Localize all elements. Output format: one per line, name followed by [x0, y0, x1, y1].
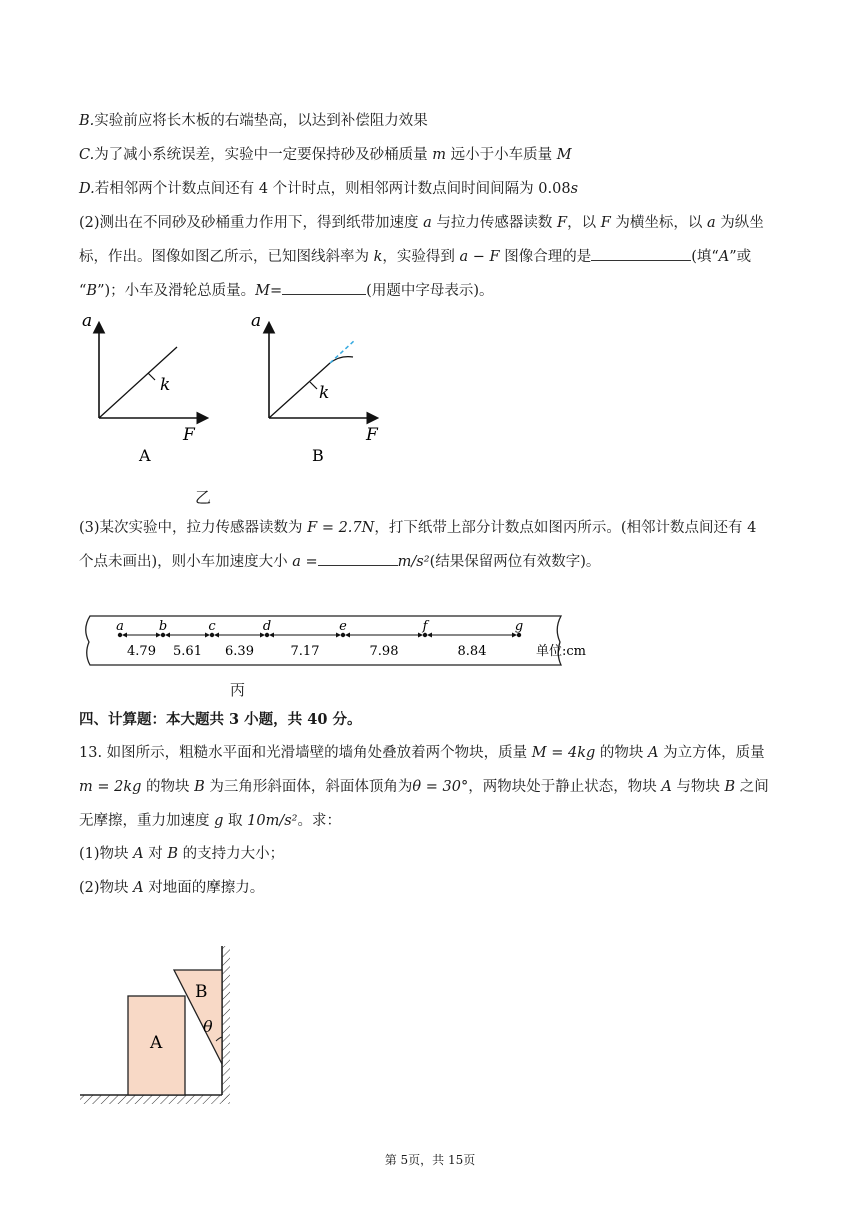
var-M: M — [556, 147, 572, 163]
graph-b — [251, 311, 379, 465]
graph-a-slope-label: k — [160, 375, 171, 395]
var-F: F — [557, 215, 568, 231]
tape-point-label: g — [514, 619, 524, 634]
text: (用题中字母表示)。 — [366, 283, 494, 299]
var-F: F — [600, 215, 611, 231]
option-c-label: C. — [79, 147, 95, 163]
graphs-caption: 乙 — [195, 488, 212, 507]
var-B: B — [194, 779, 205, 795]
text: (填“ — [691, 249, 719, 265]
text: ”)；小车及滑轮总质量。 — [97, 283, 256, 299]
text: ”或 — [729, 249, 752, 265]
tape-point-label: d — [262, 619, 272, 634]
answer-blank-accel[interactable] — [318, 551, 398, 566]
part2-line3 — [79, 280, 493, 301]
tape-point-label: a — [116, 619, 124, 634]
tape-distance-label: 4.79 — [127, 644, 156, 659]
var-k: k — [373, 249, 383, 265]
text: (2)物块 — [79, 880, 134, 896]
opt-A: A — [718, 249, 730, 265]
part2-line1 — [79, 213, 764, 233]
graph-b-dashed-extension — [330, 340, 355, 363]
text: 对地面的摩擦力。 — [143, 880, 265, 896]
part3-line1 — [79, 518, 756, 538]
text: 个点未画出)，则小车加速度大小 — [79, 554, 293, 570]
text: 为纵坐 — [715, 215, 764, 231]
text: 无摩擦，重力加速度 — [79, 813, 215, 829]
text: 与拉力传感器读数 — [431, 215, 558, 231]
var-a: a — [706, 215, 716, 231]
text: (2)测出在不同砂及砂桶重力作用下，得到纸带加速度 — [79, 215, 424, 231]
tape-point-label: e — [339, 619, 347, 634]
expr-g: 10m/s² — [247, 813, 298, 829]
tape-distance-label: 7.17 — [290, 644, 320, 659]
q13-line3 — [79, 811, 341, 831]
var-A: A — [648, 745, 659, 761]
graph-a-y-label: a — [82, 311, 93, 331]
graph-b-slope-tick — [310, 382, 317, 389]
expr-F: F = 2.7N — [307, 520, 375, 536]
text: (结果保留两位有效数字)。 — [429, 554, 601, 570]
var-B: B — [724, 779, 736, 795]
graph-a-slope-tick — [148, 373, 155, 380]
graph-a-caption: A — [139, 446, 151, 465]
text: ，以 — [567, 215, 601, 231]
graph-a — [82, 311, 206, 465]
option-d — [79, 179, 578, 199]
graph-a-x-label: F — [183, 425, 195, 445]
text: (1)物块 — [79, 846, 134, 862]
text: 的物块 — [141, 779, 195, 795]
paper-tape-figure — [78, 608, 586, 670]
tape-distance-label: 6.39 — [225, 644, 254, 659]
text: 对 — [143, 846, 168, 862]
option-d-label: D. — [79, 181, 95, 197]
tape-distance-label: 5.61 — [173, 644, 202, 659]
text: 之间 — [735, 779, 769, 795]
page-footer: 第 5页，共 15页 — [384, 1153, 476, 1167]
option-d-value: 0.08 — [538, 181, 571, 197]
option-b — [79, 111, 428, 131]
var-A: A — [133, 880, 144, 896]
part2-line2 — [79, 246, 751, 267]
var-A: A — [133, 846, 144, 862]
q13-line2 — [79, 777, 769, 797]
text: ，两物块处于静止状态，物块 — [468, 779, 662, 795]
text: ，打下纸带上部分计数点如图丙所示。(相邻计数点间还有 4 — [374, 520, 757, 536]
text: 的支持力大小； — [178, 846, 285, 862]
var-g: g — [214, 813, 224, 829]
expr-M: M = 4kg — [531, 745, 596, 761]
text: 与物块 — [671, 779, 725, 795]
answer-blank-mass[interactable] — [282, 280, 366, 295]
text: “ — [79, 283, 87, 299]
section4-heading: 四、计算题：本大题共 3 小题，共 40 分。 — [79, 711, 362, 728]
text: 13. 如图所示，粗糙水平面和光滑墙壁的墙角处叠放着两个物块，质量 — [79, 745, 532, 761]
unit-accel: m/s² — [397, 554, 430, 570]
expr-theta: θ = 30° — [412, 779, 469, 795]
q13-sub1 — [79, 844, 284, 864]
graph-b-curve — [269, 357, 353, 418]
text: (3)某次实验中，拉力传感器读数为 — [79, 520, 308, 536]
text: 标，作出。图像如图乙所示，已知图线斜率为 — [79, 249, 374, 265]
expr-m: m = 2kg — [79, 779, 142, 795]
option-c-text: 为了减小系统误差，实验中一定要保持砂及砂桶质量 — [94, 147, 433, 163]
graph-b-x-label: F — [366, 425, 378, 445]
block-a-label: A — [150, 1033, 163, 1053]
tape-point-label: c — [208, 619, 216, 634]
text: 取 — [223, 813, 248, 829]
text: 为三角形斜面体，斜面体顶角为 — [204, 779, 413, 795]
text: 。求： — [297, 813, 341, 829]
part3-line2 — [79, 551, 600, 572]
q13-sub2 — [79, 878, 264, 898]
var-A: A — [661, 779, 672, 795]
theta-label: θ — [203, 1017, 213, 1036]
wall-hatch — [222, 946, 230, 1102]
option-b-label: B. — [79, 113, 95, 129]
tape-distance-label: 8.84 — [457, 644, 487, 659]
text: 为立方体，质量 — [658, 745, 765, 761]
text: ，实验得到 — [382, 249, 460, 265]
tape-caption: 丙 — [230, 681, 246, 699]
option-b-text: 实验前应将长木板的右端垫高，以达到补偿阻力效果 — [94, 113, 428, 129]
text: 为横坐标，以 — [610, 215, 707, 231]
var-m: m — [432, 147, 447, 163]
graph-b-slope-label: k — [319, 383, 330, 403]
var-M-eq: M= — [255, 283, 283, 299]
var-B: B — [167, 846, 179, 862]
option-c — [79, 145, 572, 165]
expr-a: a = — [292, 554, 318, 570]
expr-aF: a − F — [459, 249, 500, 265]
graph-b-y-label: a — [251, 311, 262, 331]
tape-point-label: f — [422, 619, 428, 634]
q13-line1 — [79, 743, 765, 763]
option-c-text-2: 远小于小车质量 — [446, 147, 557, 163]
block-b-label: B — [195, 982, 208, 1002]
option-d-unit: s — [570, 181, 579, 197]
text: 图像合理的是 — [499, 249, 592, 265]
var-a: a — [423, 215, 432, 231]
blocks-figure — [78, 940, 238, 1112]
graph-b-caption: B — [312, 446, 324, 465]
answer-blank-graph[interactable] — [591, 246, 691, 261]
ground-hatch — [80, 1095, 230, 1104]
opt-B: B — [86, 283, 98, 299]
tape-outline — [86, 616, 561, 665]
graphs-figure — [78, 308, 398, 468]
option-d-text: 若相邻两个计数点间还有 4 个计时点，则相邻两计数点间时间间隔为 — [94, 181, 539, 197]
tape-unit-label: 单位:cm — [536, 644, 586, 659]
tape-point-label: b — [158, 619, 168, 634]
tape-distance-label: 7.98 — [369, 644, 399, 659]
text: 的物块 — [595, 745, 649, 761]
